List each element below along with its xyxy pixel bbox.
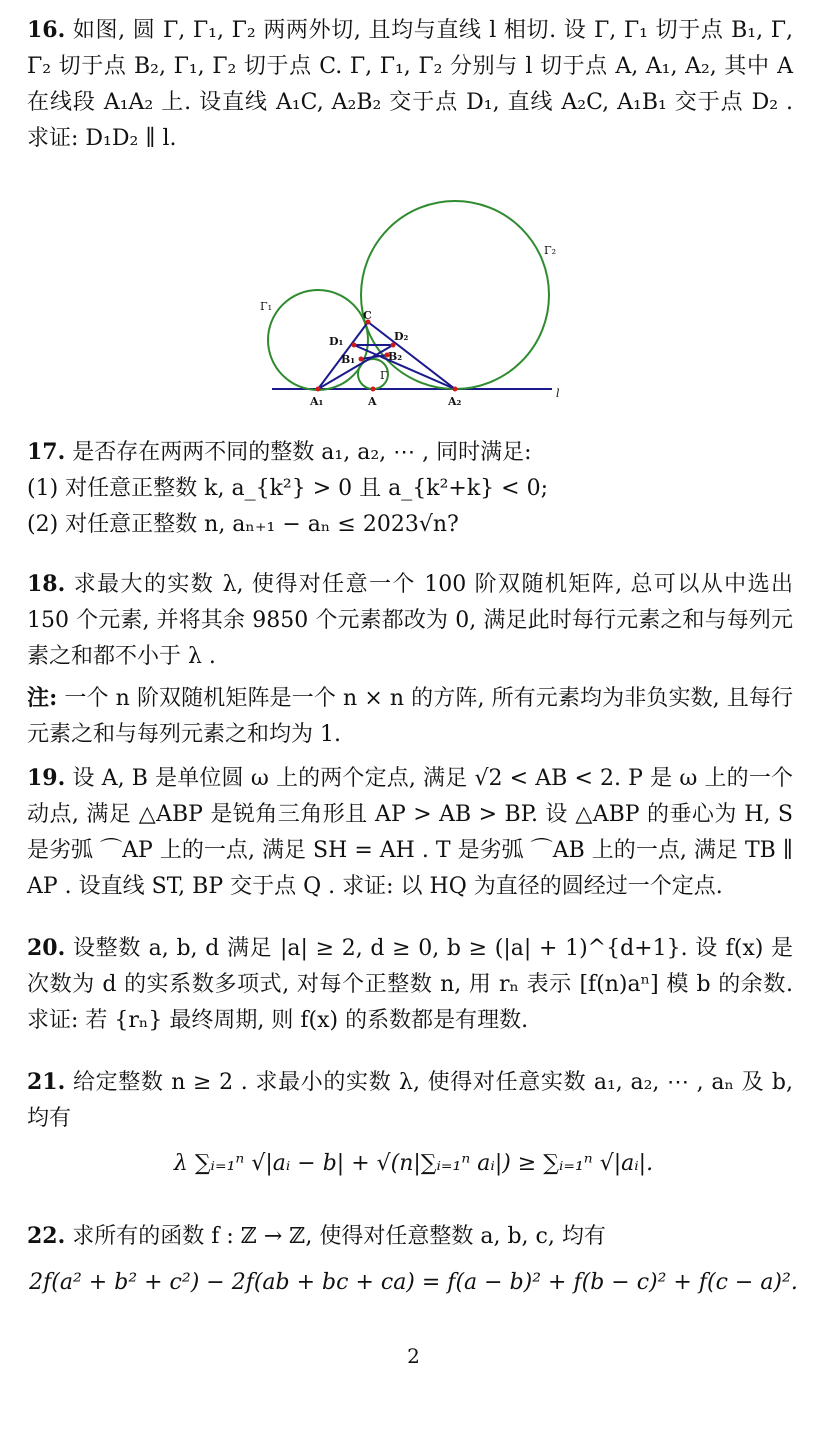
geometry-figure <box>240 192 580 414</box>
problem-18 <box>27 566 793 675</box>
label-A1: A₁ <box>310 395 324 408</box>
problem-text: 设 A, B 是单位圆 ω 上的两个定点, 满足 √2 < AB < 2. P 是 ω 上的一个动点, 满足 △ABP 是锐角三角形且 AP > AB > BP. 设 △ABP 的垂心为 H, S 是劣弧 ⌒AP 上的一点, 满足 SH = AH . T 是劣弧 ⌒AB 上的一点, 满足 TB ∥ AP . 设直线 ST, BP 交于点 Q . 求证: 以 HQ 为直径的圆经过一个定点. <box>27 766 793 899</box>
problem-17 <box>27 434 793 543</box>
label-B2: B₂ <box>388 350 403 363</box>
problem-number: 17. <box>27 439 66 465</box>
label-D1: D₁ <box>329 335 344 348</box>
problem-number: 18. <box>27 571 66 597</box>
problem-number: 20. <box>27 935 66 961</box>
problem-text: 是否存在两两不同的整数 a₁, a₂, ⋯ , 同时满足: <box>72 440 532 465</box>
note-text: 一个 n 阶双随机矩阵是一个 n × n 的方阵, 所有元素均为非负实数, 且每行元素之和与每列元素之和均为 1. <box>27 686 793 747</box>
problem-text: 给定整数 n ≥ 2 . 求最小的实数 λ, 使得对任意实数 a₁, a₂, ⋯ , aₙ 及 b, 均有 <box>27 1070 793 1131</box>
label-A2: A₂ <box>448 395 462 408</box>
label-line-l: l <box>556 387 560 400</box>
label-gamma1: Γ₁ <box>260 300 273 313</box>
problem-number: 22. <box>27 1223 66 1249</box>
formula-22: 2f(a² + b² + c²) − 2f(ab + bc + ca) = f(a − b)² + f(b − c)² + f(c − a)². <box>29 1270 798 1295</box>
problem-text: 如图, 圆 Γ, Γ₁, Γ₂ 两两外切, 且均与直线 l 相切. 设 Γ, Γ₁ 切于点 B₁, Γ, Γ₂ 切于点 B₂, Γ₁, Γ₂ 切于点 C. Γ, Γ₁, Γ₂ 分别与 l 切于点 A, A₁, A₂, 其中 A 在线段 A₁A₂ 上. 设直线 A₁C, A₂B₂ 交于点 D₁, 直线 A₂C, A₁B₁ 交于点 D₂ . 求证: D₁D₂ ∥ l. <box>27 18 793 151</box>
note-lead: 注: <box>27 685 58 711</box>
label-A: A <box>368 395 377 408</box>
problem-22 <box>27 1218 793 1255</box>
problem-number: 16. <box>27 17 66 43</box>
label-gamma2: Γ₂ <box>544 244 557 257</box>
formula-21: λ ∑ᵢ₌₁ⁿ √|aᵢ − b| + √(n|∑ᵢ₌₁ⁿ aᵢ|) ≥ ∑ᵢ₌₁ⁿ √|aᵢ|. <box>173 1151 654 1176</box>
problem-18-note <box>27 680 793 753</box>
label-B1: B₁ <box>341 353 356 366</box>
page-number: 2 <box>407 1344 420 1368</box>
problem-number: 21. <box>27 1069 66 1095</box>
problem-text: 求所有的函数 f : ℤ → ℤ, 使得对任意整数 a, b, c, 均有 <box>72 1224 606 1249</box>
label-D2: D₂ <box>394 330 409 343</box>
problem-19 <box>27 760 793 905</box>
problem-number: 19. <box>27 765 66 791</box>
label-gamma: Γ <box>380 369 388 382</box>
problem-text: 求最大的实数 λ, 使得对任意一个 100 阶双随机矩阵, 总可以从中选出 150 个元素, 并将其余 9850 个元素都改为 0, 满足此时每行元素之和与每列元素之和都不小于 λ . <box>27 572 794 669</box>
condition-1: (1) 对任意正整数 k, a_{k²} > 0 且 a_{k²+k} < 0; <box>27 476 548 501</box>
condition-2: (2) 对任意正整数 n, aₙ₊₁ − aₙ ≤ 2023√n? <box>27 512 459 537</box>
label-C: C <box>363 309 372 322</box>
circle-gamma1 <box>268 290 368 390</box>
problem-16 <box>27 12 793 157</box>
problem-21 <box>27 1064 793 1137</box>
problem-20 <box>27 930 793 1039</box>
problem-text: 设整数 a, b, d 满足 |a| ≥ 2, d ≥ 0, b ≥ (|a| + 1)^{d+1}. 设 f(x) 是次数为 d 的实系数多项式, 对每个正整数 n, 用 rₙ 表示 [f(n)aⁿ] 模 b 的余数. 求证: 若 {rₙ} 最终周期, 则 f(x) 的系数都是有理数. <box>27 936 793 1033</box>
